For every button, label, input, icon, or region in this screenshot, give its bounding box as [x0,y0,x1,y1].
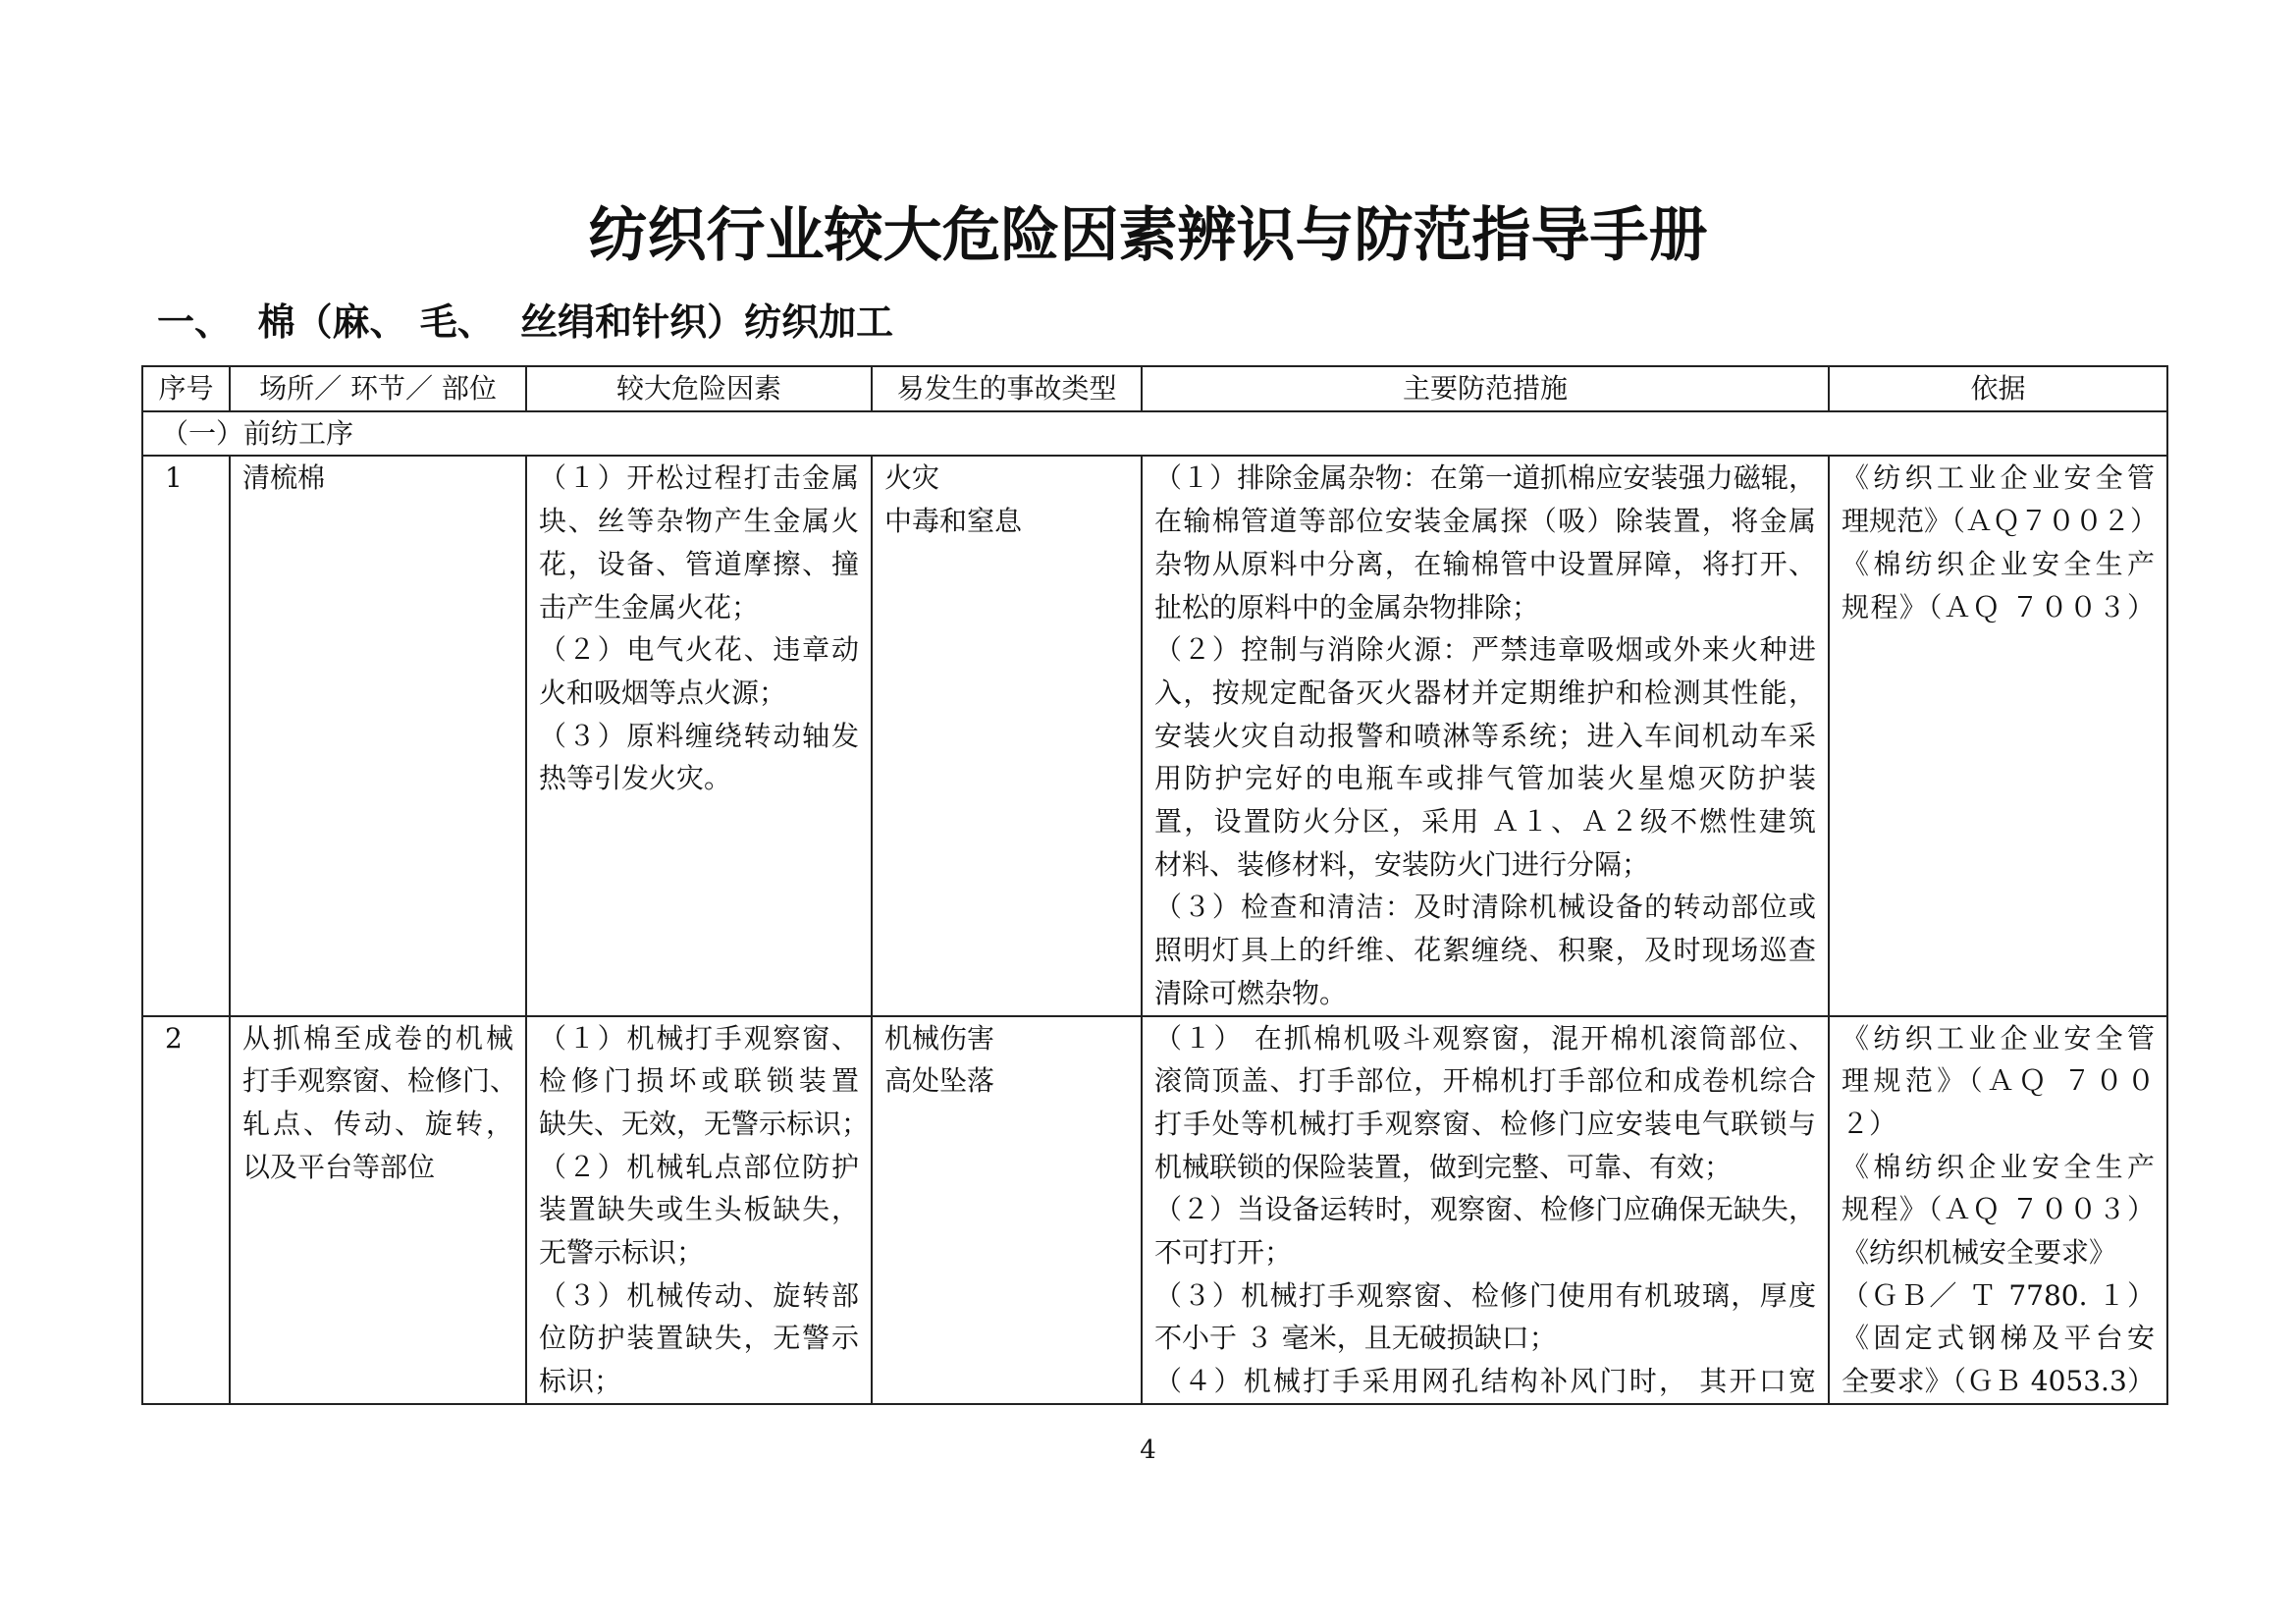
measure-line: （２）控制与消除火源：严禁违章吸烟或外来火种进 [1154,633,1816,667]
basis-line: 《固定式钢梯及平台安 [1842,1322,2155,1355]
hazard-line: （１）开松过程打击金属 [539,461,859,495]
measure-line: 打手处等机械打手观察窗、检修门应安装电气联锁与 [1154,1107,1816,1140]
basis-line: 《纺织工业企业安全管 [1842,461,2155,495]
location-cell [230,1016,526,1404]
measure-line: 杂物从原料中分离，在输棉管中设置屏障，将打开、 [1154,547,1816,580]
measure-line: 置，设置防火分区，采用 Ａ１、Ａ２级不燃性建筑 [1154,805,1816,839]
basis-line: （ＧＢ／ Ｔ 7780. １） [1842,1278,2155,1312]
table-row [142,456,2167,1015]
group-row [142,411,2167,457]
hazard-line: 缺失、无效，无警示标识； [539,1107,870,1140]
basis-cell [1829,456,2167,1015]
header-location: 场所／ 环节／ 部位 [230,366,526,411]
hazard-line: （２）机械轧点部位防护 [539,1150,859,1183]
basis-line: 规程》（ＡＱ ７００３） [1842,1193,2155,1226]
header-accident-types: 易发生的事故类型 [872,366,1142,411]
accident-type: 机械伤害 [884,1021,995,1055]
table-row [142,1016,2167,1404]
measures-cell [1142,456,1829,1015]
basis-line: 理规范》（ＡＱ ７００ [1842,1064,2155,1098]
location-line: 打手观察窗、检修门、 [242,1064,518,1098]
basis-line: 全要求》（ＧＢ 4053.3） [1842,1365,2155,1398]
page-title: 纺织行业较大危险因素辨识与防范指导手册 [588,201,1708,270]
measure-line: （４）机械打手采用网孔结构补风门时， 其开口宽 [1154,1365,1816,1398]
basis-line: 《纺织工业企业安全管 [1842,1021,2155,1055]
measure-line: 滚筒顶盖、打手部位，开棉机打手部位和成卷机综合 [1154,1064,1816,1098]
hazard-line: 击产生金属火花； [539,590,760,623]
measure-line: （１）排除金属杂物：在第一道抓棉应安装强力磁辊， [1154,461,1816,495]
hazard-line: 无警示标识； [539,1236,705,1270]
row-number: 1 [142,456,230,1015]
measures-cell [1142,1016,1829,1404]
hazard-line: 热等引发火灾。 [539,762,732,795]
accident-types-cell [872,456,1142,1015]
hazard-line: 位防护装置缺失，无警示 [539,1322,859,1355]
group-label: （一）前纺工序 [142,411,2167,457]
measure-line: 材料、装修材料，安装防火门进行分隔； [1154,847,1650,881]
basis-cell [1829,1016,2167,1404]
basis-line: 《棉纺织企业安全生产 [1842,1150,2155,1183]
hazard-line: 标识； [539,1365,622,1398]
hazard-line: 装置缺失或生头板缺失， [539,1193,859,1226]
accident-type: 火灾 [884,461,940,495]
hazards-cell [526,456,872,1015]
header-hazards: 较大危险因素 [526,366,872,411]
location-line: 从抓棉至成卷的机械 [242,1021,513,1055]
accident-type: 中毒和窒息 [884,505,1023,538]
hazard-line: （２）电气火花、违章动 [539,633,859,667]
hazard-line: （３）原料缠绕转动轴发 [539,719,859,752]
location-line: 轧点、传动、旋转， [242,1107,513,1140]
measure-line: 入，按规定配备灭火器材并定期维护和检测其性能， [1154,676,1816,709]
measure-line: （１） 在抓棉机吸斗观察窗，混开棉机滚筒部位、 [1154,1021,1816,1055]
basis-line: 《棉纺织企业安全生产 [1842,547,2155,580]
measure-line: 在输棉管道等部位安装金属探（吸）除装置，将金属 [1154,505,1816,538]
hazard-line: 块、丝等杂物产生金属火 [539,505,859,538]
location-line: 清梳棉 [242,461,326,495]
basis-line: 规程》（ＡＱ ７００３） [1842,590,2155,623]
hazard-line: 火和吸烟等点火源； [539,676,787,709]
table-header-row [142,366,2167,411]
measure-line: （２）当设备运转时，观察窗、检修门应确保无缺失， [1154,1193,1816,1226]
header-basis: 依据 [1829,366,2167,411]
measure-line: 扯松的原料中的金属杂物排除； [1154,590,1540,623]
location-line: 以及平台等部位 [242,1150,436,1183]
basis-line: 《纺织机械安全要求》 [1842,1236,2117,1270]
basis-line: ２） [1842,1107,1897,1140]
measure-line: 用防护完好的电瓶车或排气管加装火星熄灭防护装 [1154,762,1816,795]
measure-line: 机械联锁的保险装置，做到完整、可靠、有效； [1154,1150,1733,1183]
accident-types-cell [872,1016,1142,1404]
hazard-line: （３）机械传动、旋转部 [539,1278,859,1312]
measure-line: 照明灯具上的纤维、花絮缠绕、积聚，及时现场巡查 [1154,934,1816,967]
measure-line: 不小于 ３ 毫米，且无破损缺口； [1154,1322,1557,1355]
measure-line: 不可打开； [1154,1236,1293,1270]
accident-type: 高处坠落 [884,1064,995,1098]
measure-line: 安装火灾自动报警和喷淋等系统；进入车间机动车采 [1154,719,1816,752]
measure-line: （３）检查和清洁：及时清除机械设备的转动部位或 [1154,891,1816,924]
header-no: 序号 [142,366,230,411]
location-cell [230,456,526,1015]
section-heading: 一、 棉（麻、 毛、 丝绢和针织）纺织加工 [157,300,894,344]
hazard-table [141,365,2168,1405]
hazards-cell [526,1016,872,1404]
basis-line: 理规范》（ＡＱ７００２） [1842,505,2159,538]
measure-line: （３）机械打手观察窗、检修门使用有机玻璃，厚度 [1154,1278,1816,1312]
hazard-line: 花，设备、管道摩擦、撞 [539,547,859,580]
page-number: 4 [1140,1435,1156,1465]
hazard-line: （１）机械打手观察窗、 [539,1021,859,1055]
measure-line: 清除可燃杂物。 [1154,976,1348,1009]
hazard-line: 检修门损坏或联锁装置 [539,1064,859,1098]
header-measures: 主要防范措施 [1142,366,1829,411]
row-number: 2 [142,1016,230,1404]
